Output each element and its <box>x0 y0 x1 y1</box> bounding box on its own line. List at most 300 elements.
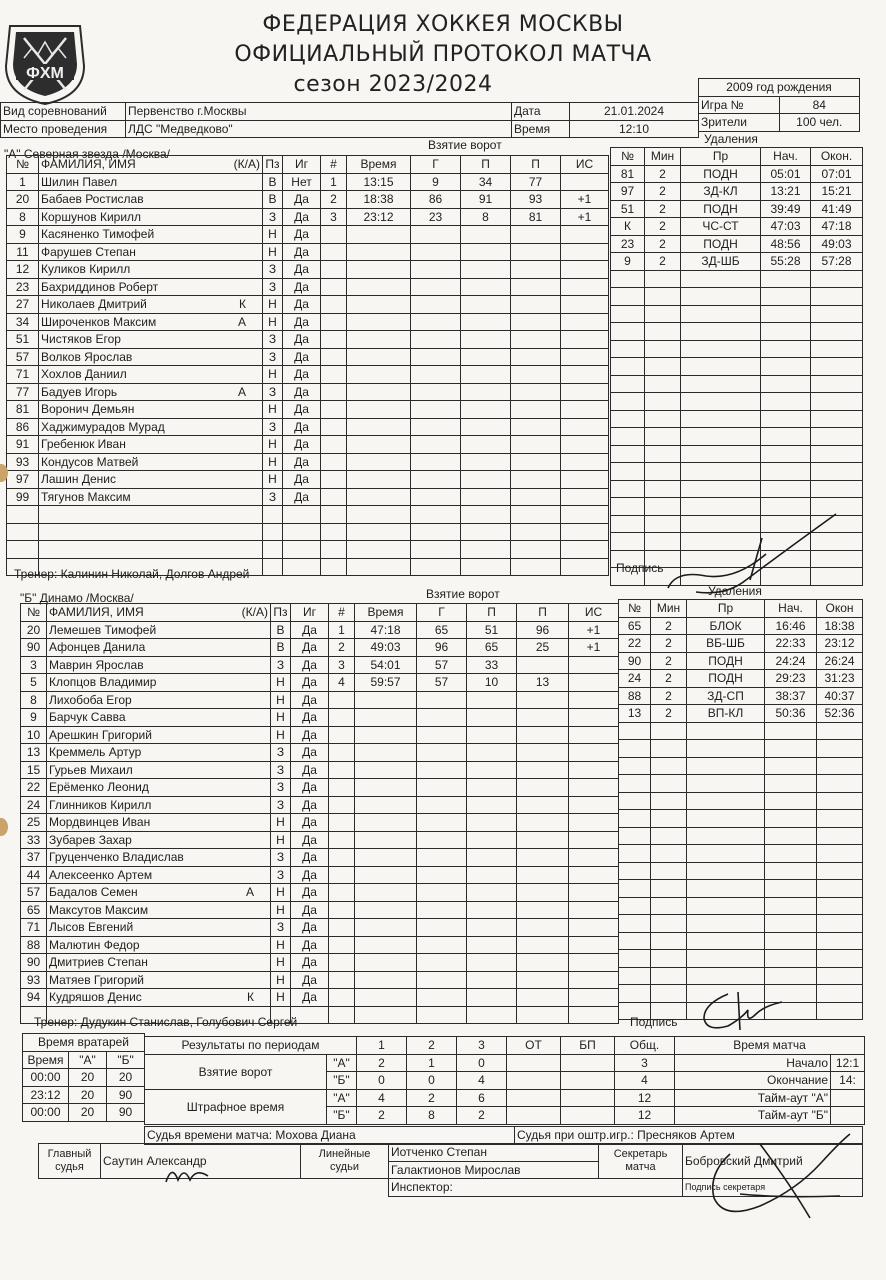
player-played: Да <box>283 453 321 471</box>
penalty-row <box>619 915 863 933</box>
goal-row <box>321 471 609 489</box>
player-played: Да <box>291 831 329 849</box>
penalty-row <box>619 950 863 968</box>
timekeeper: Судья времени матча: Мохова Диана <box>145 1127 515 1145</box>
penalty-start: 38:37 <box>765 687 817 705</box>
player-position: З <box>263 348 283 366</box>
penalty-n: 88 <box>619 687 651 705</box>
penalty-row <box>619 722 863 740</box>
goal-g: 65 <box>417 621 467 639</box>
goalie-time-row <box>23 1069 145 1087</box>
player-number: 20 <box>21 621 47 639</box>
goal-num: 2 <box>329 639 355 657</box>
player-position: В <box>271 621 291 639</box>
player-position: З <box>271 779 291 797</box>
player-name: Волков Ярослав <box>39 348 263 366</box>
player-played: Да <box>291 691 329 709</box>
player-row <box>7 226 321 244</box>
goal-g: 57 <box>417 674 467 692</box>
player-number: 65 <box>21 901 47 919</box>
penalty-end: 07:01 <box>811 165 863 183</box>
goal-row <box>321 418 609 436</box>
goal-row <box>321 208 609 226</box>
goal-time: 59:57 <box>355 674 417 692</box>
goal-time: 23:12 <box>347 208 411 226</box>
player-number: 24 <box>21 796 47 814</box>
player-name: Арешкин Григорий <box>47 726 271 744</box>
player-row <box>7 541 321 559</box>
player-number: 1 <box>7 173 39 191</box>
season-title: сезон 2023/2024 <box>293 72 493 97</box>
goal-row <box>329 779 619 797</box>
player-played: Да <box>283 418 321 436</box>
penalty-n: 23 <box>611 235 645 253</box>
goal-row <box>321 243 609 261</box>
player-row <box>21 989 329 1007</box>
player-played: Да <box>291 849 329 867</box>
goal-row <box>329 656 619 674</box>
team-b-penalties-heading: Удаления <box>708 584 762 598</box>
team-a-penalties-heading: Удаления <box>704 132 758 146</box>
penalty-row <box>611 463 863 481</box>
penalty-min: 2 <box>651 670 687 688</box>
player-number: 8 <box>21 691 47 709</box>
penalty-pr: ЧС-СТ <box>681 218 761 236</box>
goal-num: 3 <box>329 656 355 674</box>
player-position: Н <box>271 936 291 954</box>
player-position: Н <box>271 726 291 744</box>
goal-is <box>561 173 609 191</box>
player-name: Куликов Кирилл <box>39 261 263 279</box>
player-number: 77 <box>7 383 39 401</box>
goal-num: 4 <box>329 674 355 692</box>
pim-by-period-label: Штрафное время <box>145 1089 327 1124</box>
penalty-row <box>611 218 863 236</box>
penalty-min: 2 <box>651 652 687 670</box>
player-number: 3 <box>21 656 47 674</box>
player-number: 20 <box>7 191 39 209</box>
player-row <box>7 261 321 279</box>
goal-row <box>329 849 619 867</box>
penalty-row <box>619 810 863 828</box>
player-name: Бадалов Семен А <box>47 884 271 902</box>
penalty-row <box>611 340 863 358</box>
player-position: Н <box>263 436 283 454</box>
penalty-row <box>611 288 863 306</box>
penalty-end: 31:23 <box>817 670 863 688</box>
goalie-time: 00:00 <box>23 1104 69 1122</box>
player-name: Тягунов Максим <box>39 488 263 506</box>
goal-p1: 34 <box>461 173 511 191</box>
player-played: Да <box>291 814 329 832</box>
team-b-signature-label: Подпись <box>630 1015 678 1029</box>
penalty-end: 52:36 <box>817 705 863 723</box>
player-row <box>21 621 329 639</box>
player-name: Мордвинцев Иван <box>47 814 271 832</box>
player-position: Н <box>271 814 291 832</box>
player-number: 71 <box>7 366 39 384</box>
goal-row <box>329 796 619 814</box>
goal-p1: 33 <box>467 656 517 674</box>
goal-p2: 96 <box>517 621 569 639</box>
goal-row <box>329 936 619 954</box>
player-position: Н <box>271 674 291 692</box>
player-played: Да <box>283 366 321 384</box>
player-position: Н <box>263 226 283 244</box>
penalty-end: 15:21 <box>811 183 863 201</box>
penalty-n: 13 <box>619 705 651 723</box>
penalty-pr: ПОДН <box>687 670 765 688</box>
player-played: Да <box>291 884 329 902</box>
penalty-row <box>619 670 863 688</box>
player-played: Да <box>283 383 321 401</box>
goal-row <box>329 674 619 692</box>
player-row <box>7 401 321 419</box>
player-name: Широченков Максим А <box>39 313 263 331</box>
player-number: 71 <box>21 919 47 937</box>
player-row <box>7 313 321 331</box>
penalty-n: К <box>611 218 645 236</box>
player-number: 34 <box>7 313 39 331</box>
goal-g: 23 <box>411 208 461 226</box>
period-results-table: Результаты по периодам 1 2 3 ОТ БП Общ. Взятие ворот "А" 2 1 0 3 "Б" 0 0 4 4 Штрафное время "А" 4 2 6 12 "Б" 2 8 2 12 <box>144 1036 675 1125</box>
player-position: З <box>263 278 283 296</box>
player-number: 13 <box>21 744 47 762</box>
penalty-row <box>611 480 863 498</box>
player-row <box>21 726 329 744</box>
player-played: Да <box>283 471 321 489</box>
player-position: В <box>263 191 283 209</box>
goal-row <box>329 691 619 709</box>
penalty-row <box>619 845 863 863</box>
match-time-title: Время матча <box>675 1037 865 1055</box>
goal-is: +1 <box>569 639 619 657</box>
penalty-row <box>611 305 863 323</box>
player-position: Н <box>271 691 291 709</box>
captain-mark: А <box>245 885 254 900</box>
goalie-time-row <box>23 1104 145 1122</box>
goal-g: 96 <box>417 639 467 657</box>
penalty-row <box>619 932 863 950</box>
player-row <box>21 796 329 814</box>
player-name: Кондусов Матвей <box>39 453 263 471</box>
goalie-b: 90 <box>107 1104 145 1122</box>
goalie-b: 90 <box>107 1086 145 1104</box>
team-b-header: "Б" Динамо /Москва/ <box>20 591 134 605</box>
main-judge-signature <box>162 1158 212 1188</box>
match-time: 12:10 <box>570 120 699 138</box>
secretary: Бобровский Дмитрий <box>683 1144 863 1179</box>
player-name: Клопцов Владимир <box>47 674 271 692</box>
penalty-min: 2 <box>645 183 681 201</box>
player-name: Глинников Кирилл <box>47 796 271 814</box>
player-number: 88 <box>21 936 47 954</box>
penalty-n: 90 <box>619 652 651 670</box>
player-played: Да <box>291 866 329 884</box>
player-position: З <box>271 849 291 867</box>
goal-row <box>321 541 609 559</box>
player-played: Да <box>283 331 321 349</box>
player-played: Да <box>291 761 329 779</box>
player-number: 5 <box>21 674 47 692</box>
player-position: Н <box>263 243 283 261</box>
penalty-row <box>619 705 863 723</box>
goal-time: 47:18 <box>355 621 417 639</box>
player-row <box>7 348 321 366</box>
player-played: Да <box>283 208 321 226</box>
player-name: Максутов Максим <box>47 901 271 919</box>
player-row <box>21 884 329 902</box>
goal-row <box>321 278 609 296</box>
penalty-row <box>611 323 863 341</box>
penalty-start: 16:46 <box>765 617 817 635</box>
goalie-time: 00:00 <box>23 1069 69 1087</box>
player-position: Н <box>271 831 291 849</box>
player-name: Матяев Григорий <box>47 971 271 989</box>
player-row <box>21 691 329 709</box>
goal-is: +1 <box>561 191 609 209</box>
total-goals-b: 4 <box>615 1072 675 1090</box>
player-number: 90 <box>21 639 47 657</box>
penalty-row <box>619 740 863 758</box>
player-row <box>7 173 321 191</box>
goal-time: 49:03 <box>355 639 417 657</box>
penalty-min: 2 <box>645 165 681 183</box>
player-row <box>21 901 329 919</box>
goalie-a: 20 <box>69 1069 107 1087</box>
goal-row <box>329 919 619 937</box>
player-row <box>7 278 321 296</box>
player-played: Да <box>291 656 329 674</box>
penalty-n: 9 <box>611 253 645 271</box>
protocol-title: ОФИЦИАЛЬНЫЙ ПРОТОКОЛ МАТЧА <box>234 42 652 67</box>
goal-p2: 25 <box>517 639 569 657</box>
player-position: Н <box>263 401 283 419</box>
goal-row <box>329 1006 619 1024</box>
goalie-time-title: Время вратарей <box>23 1034 145 1052</box>
goal-p2 <box>517 656 569 674</box>
goal-row <box>321 383 609 401</box>
svg-text:ФХМ: ФХМ <box>26 65 64 82</box>
penalty-min: 2 <box>651 705 687 723</box>
player-row <box>21 656 329 674</box>
penalty-n: 65 <box>619 617 651 635</box>
goal-time: 13:15 <box>347 173 411 191</box>
goal-p2: 81 <box>511 208 561 226</box>
player-row <box>7 523 321 541</box>
player-played: Да <box>291 971 329 989</box>
player-row <box>21 971 329 989</box>
player-number: 10 <box>21 726 47 744</box>
player-position: З <box>263 488 283 506</box>
player-row <box>7 243 321 261</box>
penalty-start: 22:33 <box>765 635 817 653</box>
penalty-row <box>611 253 863 271</box>
penalty-row <box>619 827 863 845</box>
spectators: 100 чел. <box>779 114 860 132</box>
penalty-pr: ВБ-ШБ <box>687 635 765 653</box>
player-name: Лихобоба Егор <box>47 691 271 709</box>
game-number: 84 <box>779 96 860 114</box>
player-name: Бадуев Игорь А <box>39 383 263 401</box>
player-position: Н <box>263 471 283 489</box>
penalty-row <box>619 635 863 653</box>
player-played: Да <box>283 296 321 314</box>
player-number: 25 <box>21 814 47 832</box>
goal-p2: 93 <box>511 191 561 209</box>
goal-row <box>321 523 609 541</box>
player-row <box>7 296 321 314</box>
player-played: Да <box>283 226 321 244</box>
player-played: Да <box>283 488 321 506</box>
player-position: Н <box>271 709 291 727</box>
penalty-start: 55:28 <box>761 253 811 271</box>
penalty-end: 26:24 <box>817 652 863 670</box>
player-name: Афонцев Данила <box>47 639 271 657</box>
player-position: Н <box>263 296 283 314</box>
linesman-2: Галактионов Мирослав <box>389 1161 599 1179</box>
captain-mark: К <box>247 990 254 1005</box>
goal-time: 54:01 <box>355 656 417 674</box>
goal-row <box>329 971 619 989</box>
player-number: 8 <box>7 208 39 226</box>
total-goals-a: 3 <box>615 1054 675 1072</box>
goal-row <box>329 954 619 972</box>
player-played: Да <box>291 779 329 797</box>
goal-row <box>321 366 609 384</box>
player-row <box>21 779 329 797</box>
penalty-end: 49:03 <box>811 235 863 253</box>
penalty-min: 2 <box>645 235 681 253</box>
player-position: Н <box>271 989 291 1007</box>
team-a-goals-table: # Время Г П П ИС 1 13:15 9 34 77 2 18:38 86 91 93 +1 3 23:12 23 8 81 +1 <box>320 155 609 576</box>
player-number: 44 <box>21 866 47 884</box>
player-played: Да <box>283 401 321 419</box>
player-position: Н <box>263 453 283 471</box>
player-position: З <box>271 761 291 779</box>
penalty-n: 22 <box>619 635 651 653</box>
player-number: 93 <box>21 971 47 989</box>
player-played: Да <box>291 936 329 954</box>
player-played: Да <box>283 191 321 209</box>
penalty-row <box>619 617 863 635</box>
penalty-pr: ПОДН <box>681 235 761 253</box>
player-position: З <box>271 796 291 814</box>
player-played: Да <box>283 436 321 454</box>
player-played: Нет <box>283 173 321 191</box>
player-row <box>7 191 321 209</box>
goal-p1: 10 <box>467 674 517 692</box>
player-number: 93 <box>7 453 39 471</box>
goal-p2: 13 <box>517 674 569 692</box>
penalty-pr: БЛОК <box>687 617 765 635</box>
goal-row <box>329 639 619 657</box>
goal-p1: 8 <box>461 208 511 226</box>
team-a-header: "А" Северная звезда /Москва/ <box>4 147 170 161</box>
player-number: 33 <box>21 831 47 849</box>
player-row <box>21 709 329 727</box>
player-name: Алексеенко Артем <box>47 866 271 884</box>
penalty-row <box>619 897 863 915</box>
player-played: Да <box>291 796 329 814</box>
player-row <box>7 366 321 384</box>
penalty-end: 47:18 <box>811 218 863 236</box>
player-number: 51 <box>7 331 39 349</box>
player-row <box>7 208 321 226</box>
penalty-start: 39:49 <box>761 200 811 218</box>
match-start: 12:1 <box>831 1054 865 1072</box>
venue: ЛДС "Медведково" <box>126 120 512 138</box>
player-name: Хаджимурадов Мурад <box>39 418 263 436</box>
penalty-end: 41:49 <box>811 200 863 218</box>
goal-g: 9 <box>411 173 461 191</box>
player-played: Да <box>283 278 321 296</box>
penalty-row <box>611 235 863 253</box>
team-b-goals-heading: Взятие ворот <box>426 587 500 601</box>
player-number: 9 <box>7 226 39 244</box>
player-number: 81 <box>7 401 39 419</box>
player-row <box>21 674 329 692</box>
player-position: З <box>271 656 291 674</box>
goal-row <box>329 709 619 727</box>
penalty-end: 40:37 <box>817 687 863 705</box>
penalty-start: 05:01 <box>761 165 811 183</box>
player-name: Бабаев Ростислав <box>39 191 263 209</box>
penalty-start: 13:21 <box>761 183 811 201</box>
penalty-end: 57:28 <box>811 253 863 271</box>
goal-num: 1 <box>329 621 355 639</box>
player-played: Да <box>283 348 321 366</box>
penalty-start: 50:36 <box>765 705 817 723</box>
player-name: Маврин Ярослав <box>47 656 271 674</box>
player-row <box>7 453 321 471</box>
player-number: 57 <box>7 348 39 366</box>
player-name: Гребенюк Иван <box>39 436 263 454</box>
player-name: Барчук Савва <box>47 709 271 727</box>
penalty-n: 81 <box>611 165 645 183</box>
penalty-end: 18:38 <box>817 617 863 635</box>
goal-num: 3 <box>321 208 347 226</box>
goal-row <box>329 761 619 779</box>
player-position: Н <box>263 313 283 331</box>
goal-row <box>321 261 609 279</box>
player-played: Да <box>291 744 329 762</box>
goal-row <box>321 348 609 366</box>
goal-time: 18:38 <box>347 191 411 209</box>
penalty-row <box>611 375 863 393</box>
penalty-pr: ЗД-ШБ <box>681 253 761 271</box>
penalty-pr: ПОДН <box>681 200 761 218</box>
player-position: З <box>263 261 283 279</box>
penalty-row <box>611 428 863 446</box>
match-end: 14: <box>831 1072 865 1090</box>
goal-row <box>329 744 619 762</box>
player-name: Зубарев Захар <box>47 831 271 849</box>
player-name: Ерёменко Леонид <box>47 779 271 797</box>
linesman-1: Иотченко Степан <box>389 1144 599 1162</box>
penalty-end: 23:12 <box>817 635 863 653</box>
player-number: 97 <box>7 471 39 489</box>
penalty-row <box>611 270 863 288</box>
penalty-start: 48:56 <box>761 235 811 253</box>
player-row <box>7 471 321 489</box>
player-name: Груценченко Владислав <box>47 849 271 867</box>
goal-p1: 65 <box>467 639 517 657</box>
penalty-n: 97 <box>611 183 645 201</box>
player-played: Да <box>291 919 329 937</box>
player-position: Н <box>263 366 283 384</box>
player-position: З <box>263 208 283 226</box>
